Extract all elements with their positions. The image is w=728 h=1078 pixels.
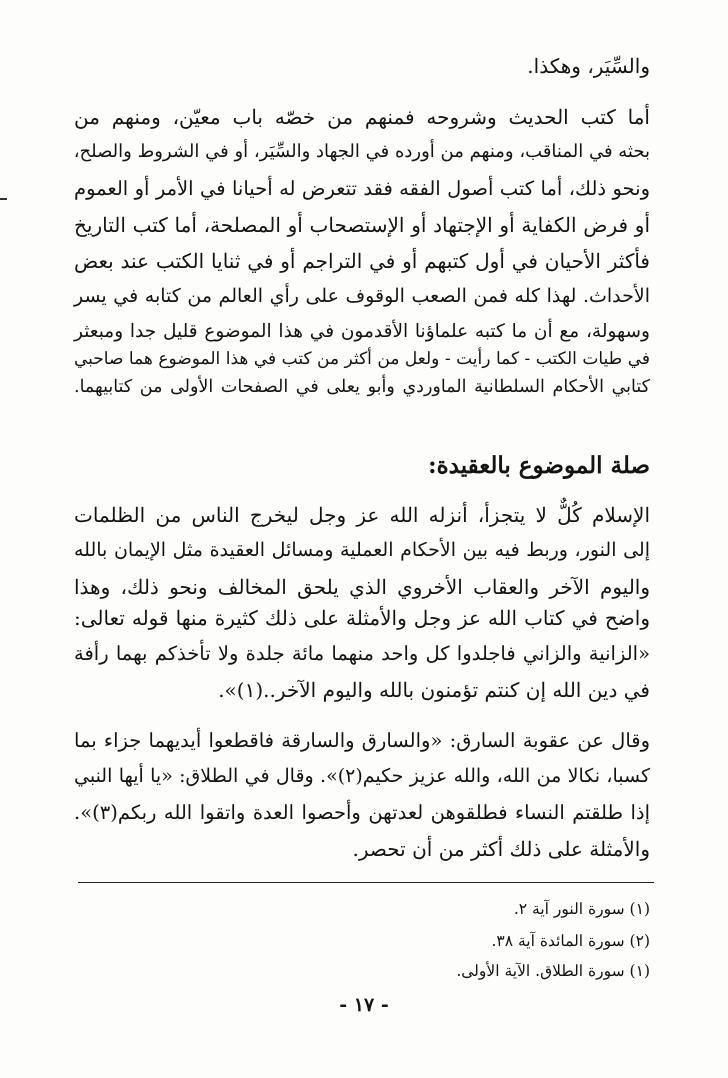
text-line: وقال عن عقوبة السارق: «والسارق والسارقة فاقطعوا أيديهما جزاء بما — [74, 729, 650, 752]
quran-quote: في دين الله إن كنتم تؤمنون بالله واليوم الآخر..(١)». — [218, 678, 650, 702]
text-line: أما كتب الحديث وشروحه فمنهم من خصّه باب معيّن، ومنهم من — [74, 105, 650, 129]
text-line: كسبا، نكالا من الله، والله عزيز حكيم(٢)». وقال في الطلاق: «يا أيها النبي — [74, 765, 651, 787]
text-line: والأمثلة على ذلك أكثر من أن تحصر. — [352, 837, 650, 861]
footnote: (١) سورة الطلاق. الآية الأولى. — [456, 962, 650, 980]
text-line: بحثه في المناقب، ومنهم من أورده في الجهاد والسِّيَر، أو في الشروط والصلح، — [73, 141, 650, 162]
text-line: كتابي الأحكام السلطانية الماوردي وأبو يعلى في الصفحات الأولى من كتابيهما. — [74, 377, 650, 397]
text-line: الإسلام كُلٌّ لا يتجزأ، أنزله الله عز وجل ليخرج الناس من الظلمات — [74, 503, 650, 527]
text-line: واليوم الآخر والعقاب الأخروي الذي يلحق المخالف ونحو ذلك، وهذا — [74, 575, 650, 599]
text-line: فأكثر الأحيان في أول كتبهم أو في التراجم أو في ثنايا الكتب عند بعض — [74, 249, 650, 273]
section-heading: صلة الموضوع بالعقيدة: — [428, 452, 650, 479]
text-line: والسِّيَر، وهكذا. — [527, 54, 650, 78]
text-line: واضح في كتاب الله عز وجل والأمثلة على ذلك كثيرة منها قوله تعالى: — [74, 606, 650, 630]
footnote: (٢) سورة المائدة آية ٣٨. — [491, 932, 650, 950]
text-line: ونحو ذلك، أما كتب أصول الفقه فقد تتعرض له أحيانا في الأمر أو العموم — [74, 177, 650, 200]
text-line: وسهولة، مع أن ما كتبه علماؤنا الأقدمون في هذا الموضوع قليل جدا ومبعثر — [74, 321, 650, 342]
footnote: (١) سورة النور آية ٢. — [513, 900, 650, 918]
text-line: في طيات الكتب - كما رأيت - ولعل من أكثر من كتب في هذا الموضوع هما صاحبي — [74, 349, 650, 369]
page-number: - ١٧ - — [339, 994, 389, 1016]
quran-quote: «الزانية والزاني فاجلدوا كل واحد منهما مائة جلدة ولا تأخذكم بهما رأفة — [74, 642, 650, 665]
edge-mark — [0, 198, 7, 200]
text-line: إلى النور، وربط فيه بين الأحكام العملية ومسائل العقيدة مثل الإيمان بالله — [74, 539, 650, 561]
text-line: إذا طلقتم النساء فطلقوهن لعدتهن وأحصوا العدة واتقوا الله ربكم(٣)». — [74, 801, 650, 824]
text-line: الأحداث. لهذا كله فمن الصعب الوقوف على رأي العالم من كتابه في يسر — [74, 285, 650, 307]
text-line: أو فرض الكفاية أو الإجتهاد أو الإستصحاب أو المصلحة، أما كتب التاريخ — [74, 213, 650, 237]
footnote-separator — [78, 882, 654, 883]
